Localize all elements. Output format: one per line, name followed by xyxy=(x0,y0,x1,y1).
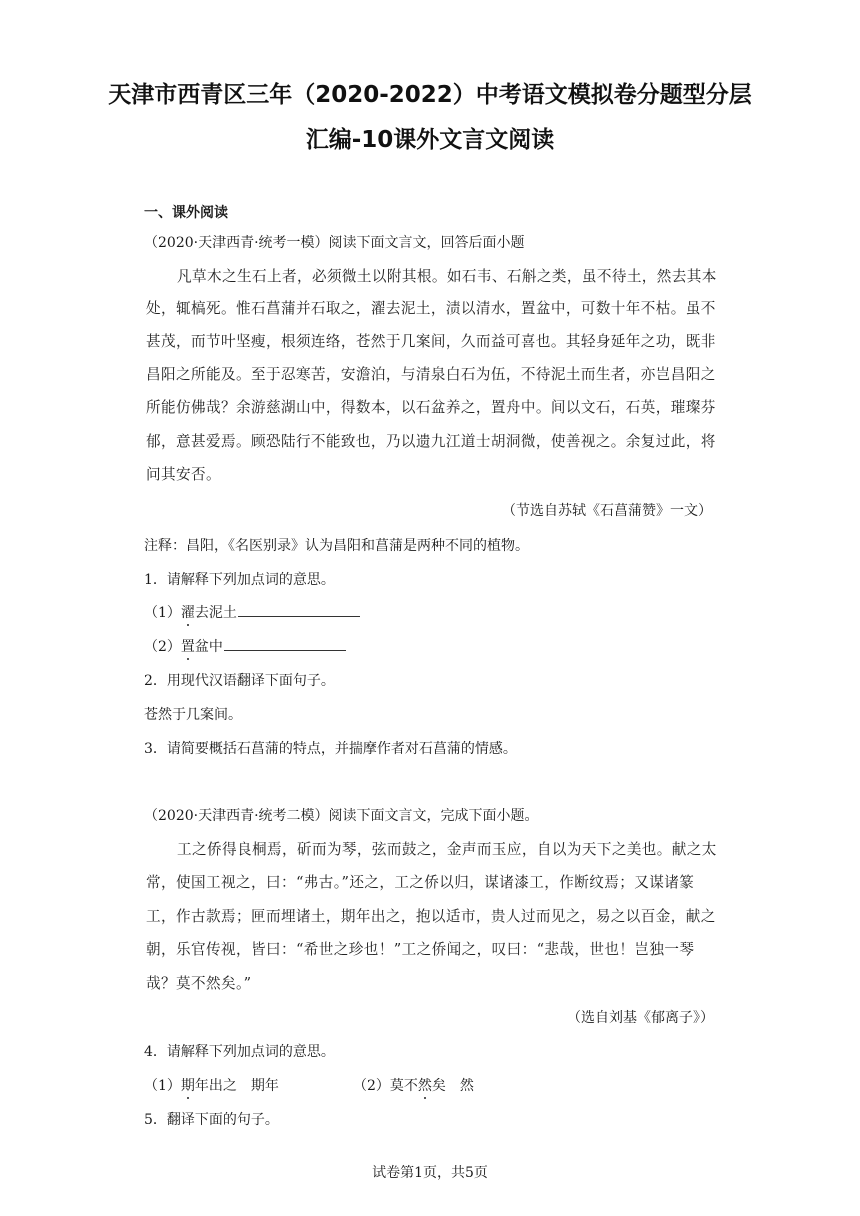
question-4-item-2 xyxy=(353,1075,474,1095)
question-5-stem: 5．翻译下面的句子。 xyxy=(144,1112,279,1128)
question-1-stem: 1．请解释下列加点词的意思。 xyxy=(144,572,335,588)
dotted-word: 期 xyxy=(180,1078,195,1094)
page-footer: 试卷第1页，共5页 xyxy=(372,1165,488,1181)
document-title-line1: 天津市西青区三年（2020-2022）中考语文模拟卷分题型分层 xyxy=(108,82,752,108)
passage1-line: 所能仿佛哉？余游慈湖山中，得数本，以石盆养之，置舟中。间以文石，石英，璀璨芬 xyxy=(146,399,716,416)
passage2-line: 工，作古款焉；匣而埋诸土，期年出之，抱以适市，贵人过而见之，易之以百金，献之 xyxy=(146,908,716,925)
item-prefix: （1） xyxy=(144,1078,181,1094)
question-1-item-2 xyxy=(144,636,346,656)
passage1-line: 甚茂，而节叶坚瘦，根须连络，苍然于几案间，久而益可喜也。其轻身延年之功，既非 xyxy=(146,333,716,350)
passage2-intro: （2020·天津西青·统考二模）阅读下面文言文，完成下面小题。 xyxy=(144,808,539,824)
passage1-line: 问其安否。 xyxy=(146,466,221,483)
passage1-intro: （2020·天津西青·统考一模）阅读下面文言文，回答后面小题 xyxy=(144,235,525,251)
passage2-line: 工之侨得良桐焉，斫而为琴，弦而鼓之，金声而玉应，自以为天下之美也。献之太 xyxy=(177,841,717,858)
dotted-word: 置 xyxy=(180,639,195,655)
dotted-word: 然 xyxy=(417,1078,432,1094)
item-prefix: （1） xyxy=(144,605,181,621)
passage1-line: 处，辄槁死。惟石菖蒲并石取之，濯去泥土，渍以清水，置盆中，可数十年不枯。虽不 xyxy=(146,300,716,317)
item-prefix: （2） xyxy=(144,639,181,655)
question-2-sentence: 苍然于几案间。 xyxy=(144,707,242,723)
item-prefix: （2）莫不 xyxy=(353,1078,418,1094)
section-heading: 一、课外阅读 xyxy=(144,205,228,221)
item-text: 盆中 xyxy=(194,639,223,655)
passage2-source: （选自刘基《郁离子》） xyxy=(567,1010,714,1026)
passage1-source: （节选自苏轼《石菖蒲赞》一文） xyxy=(502,503,712,519)
passage2-line: 哉？莫不然矣。” xyxy=(146,975,252,992)
item-text: 年出之 期年 xyxy=(194,1078,279,1094)
item-text: 去泥土 xyxy=(194,605,237,621)
question-1-item-1 xyxy=(144,602,360,622)
passage2-line: 常，使国工视之，曰：“弗古。”还之，工之侨以归，谋诸漆工，作断纹焉；又谋诸篆 xyxy=(146,874,695,891)
passage1-note: 注释：昌阳，《名医别录》认为昌阳和菖蒲是两种不同的植物。 xyxy=(144,538,529,554)
dotted-word: 濯 xyxy=(180,605,195,621)
question-3-stem: 3．请简要概括石菖蒲的特点，并揣摩作者对石菖蒲的情感。 xyxy=(144,741,517,757)
answer-blank[interactable] xyxy=(224,636,346,651)
passage1-line: 郁，意甚爱焉。顾恐陆行不能致也，乃以遗九江道士胡洞微，使善视之。余复过此，将 xyxy=(146,433,716,450)
question-4-stem: 4．请解释下列加点词的意思。 xyxy=(144,1044,335,1060)
passage1-line: 昌阳之所能及。至于忍寒苦，安澹泊，与清泉白石为伍，不待泥土而生者，亦岂昌阳之 xyxy=(146,366,716,383)
passage2-line: 朝，乐官传视，皆曰：“希世之珍也！”工之侨闻之，叹曰：“悲哉，世也！岂独一琴 xyxy=(146,941,695,958)
document-title-line2: 汇编-10课外文言文阅读 xyxy=(305,127,555,153)
passage1-line: 凡草木之生石上者，必须微土以附其根。如石韦、石斛之类，虽不待土，然去其本 xyxy=(177,268,717,285)
question-4-item-1 xyxy=(144,1075,279,1095)
answer-blank[interactable] xyxy=(238,602,360,617)
item-text: 矣 然 xyxy=(431,1078,474,1094)
question-2-stem: 2．用现代汉语翻译下面句子。 xyxy=(144,673,335,689)
